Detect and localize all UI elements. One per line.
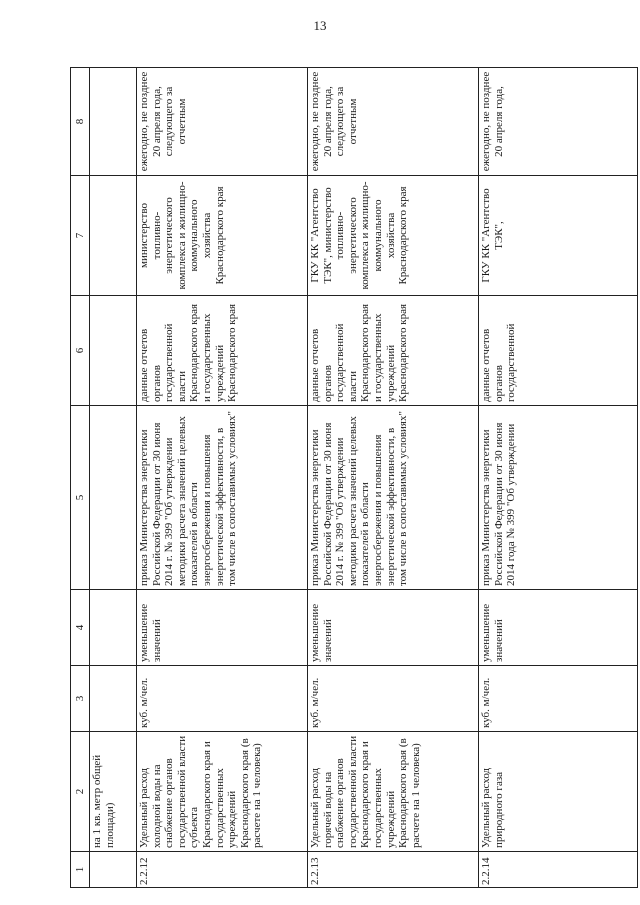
header-col-6: 6 <box>71 296 90 406</box>
method: приказ Министерства энергетики Российской Федерации от 30 июня 2014 г. № 399 "Об утверждении методики расчета значений целевых показателей в области энергосбережения и повышения энергетической эффективности, в том числе в сопоставимых условиях" <box>137 406 308 590</box>
unit: куб. м/чел. <box>137 666 308 732</box>
deadline: ежегодно, не позднее 20 апреля года, следующего за отчетным <box>308 68 479 176</box>
row-number <box>90 852 137 888</box>
page-number: 13 <box>313 18 327 33</box>
method <box>90 406 137 590</box>
deadline: ежегодно, не позднее 20 апреля года, следующего за отчетным <box>137 68 308 176</box>
header-col-4: 4 <box>71 590 90 666</box>
data-source: данные отчетов органов государственной власти Краснодарского края и государственных учреждений Краснодарского края <box>137 296 308 406</box>
method: приказ Министерства энергетики Российской Федерации от 30 июня 2014 года № 399 "Об утверждении <box>479 406 638 590</box>
trend <box>90 590 137 666</box>
trend: уменьшение значений <box>137 590 308 666</box>
header-col-3: 3 <box>71 666 90 732</box>
data-source: данные отчетов органов государственной <box>479 296 638 406</box>
responsible: ГКУ КК "Агентство ТЭК", министерство топливно-энергетического комплекса и жилищно-коммунального хозяйства Краснодарского края <box>308 176 479 296</box>
trend: уменьшение значений <box>308 590 479 666</box>
header-col-5: 5 <box>71 406 90 590</box>
table-row <box>90 68 137 888</box>
responsible <box>90 176 137 296</box>
header-row <box>71 68 90 888</box>
table-row <box>137 68 308 888</box>
unit <box>90 666 137 732</box>
row-number: 2.2.13 <box>308 852 479 888</box>
indicator-name: на 1 кв. метр общей площади) <box>90 732 137 852</box>
unit: куб. м/чел. <box>479 666 638 732</box>
deadline: ежегодно, не позднее 20 апреля года, <box>479 68 638 176</box>
trend: уменьшение значений <box>479 590 638 666</box>
header-col-1: 1 <box>71 852 90 888</box>
responsible: министерство топливно-энергетического комплекса и жилищно-коммунального хозяйства Краснодарского края <box>137 176 308 296</box>
unit: куб. м/чел. <box>308 666 479 732</box>
table-row <box>308 68 479 888</box>
indicator-name: Удельный расход горячей воды на снабжение органов государственной власти Краснодарского края и государственных учреждений Краснодарского края (в расчете на 1 человека) <box>308 732 479 852</box>
data-source: данные отчетов органов государственной власти Краснодарского края и государственных учреждений Краснодарского края <box>308 296 479 406</box>
table-row <box>479 68 638 888</box>
method: приказ Министерства энергетики Российской Федерации от 30 июня 2014 г. № 399 "Об утверждении методики расчета значений целевых показателей в области энергосбережения и повышения энергетической эффективности, в том числе в сопоставимых условиях" <box>308 406 479 590</box>
deadline <box>90 68 137 176</box>
data-source <box>90 296 137 406</box>
row-number: 2.2.12 <box>137 852 308 888</box>
indicator-name: Удельный расход природного газа <box>479 732 638 852</box>
header-col-7: 7 <box>71 176 90 296</box>
indicators-table <box>70 67 638 888</box>
indicator-name: Удельный расход холодной воды на снабжение органов государственной власти субъекта Краснодарского края и государственных учреждений Краснодарского края (в расчете на 1 человека) <box>137 732 308 852</box>
responsible: ГКУ КК "Агентство ТЭК", <box>479 176 638 296</box>
header-col-2: 2 <box>71 732 90 852</box>
header-col-8: 8 <box>71 68 90 176</box>
row-number: 2.2.14 <box>479 852 638 888</box>
rotated-table-wrapper <box>70 68 630 888</box>
